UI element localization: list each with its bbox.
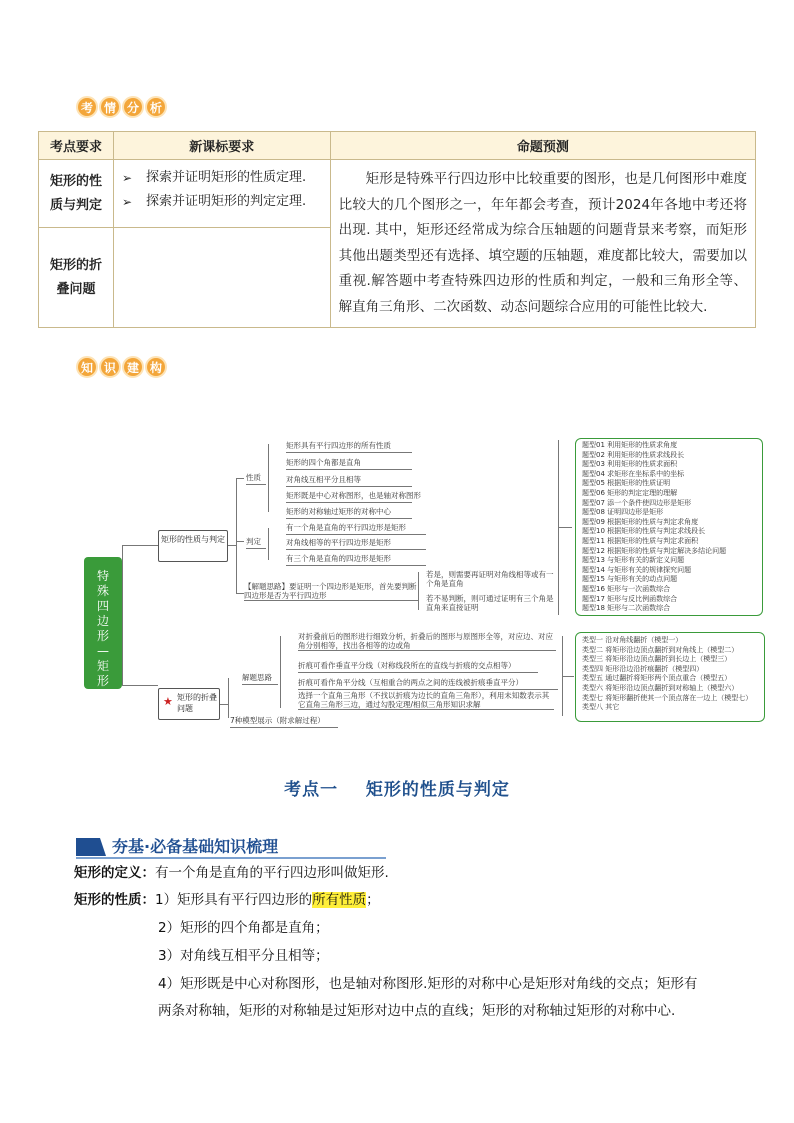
- star-icon: ★: [163, 695, 173, 708]
- prop-item: 矩形具有平行四边形的所有性质: [286, 440, 412, 453]
- label-solve: 解题思路: [242, 672, 278, 685]
- col-header-prediction: 命题预测: [330, 132, 755, 160]
- prop-item: 矩形的对称轴过矩形的对称中心: [286, 506, 412, 519]
- prop-item: 对角线互相平分且相等: [286, 474, 412, 487]
- tip-a: 若是，则需要再证明对角线相等或有一个角是直角: [426, 570, 554, 588]
- highlighted-text: 所有性质: [312, 892, 367, 908]
- prop-item: 矩形的四个角都是直角: [286, 457, 412, 470]
- property-label: 矩形的性质：: [74, 892, 155, 908]
- knowledge-build-badge: [76, 356, 167, 382]
- badge-char: 建: [122, 356, 144, 378]
- badge-char: 分: [122, 96, 144, 118]
- prediction-text: 矩形是特殊平行四边形中比较重要的图形，也是几何图形中难度比较大的几个图形之一，年年都会考查，预计2024年各地中考还将出现. 其中，矩形还经常成为综合压轴题的问题背景来考察，而矩形其他出题类型还有选择、填空题的压轴题，难度都比较大，需要加以重视.解答题中考查特殊四边形的性质和判定，一般和三角形全等、解直角三角形、二次函数、动态问题综合应用的可能性比较大.: [330, 160, 755, 328]
- table-header-row: [39, 132, 756, 160]
- definition-line: [74, 858, 389, 888]
- node-folding: ★ 矩形的折叠问题: [158, 688, 220, 720]
- table-row: [39, 160, 756, 228]
- property-line-1: 矩形的性质：1）矩形具有平行四边形的所有性质；: [74, 892, 380, 908]
- banner-text: 夯基·必备基础知识梳理: [112, 837, 279, 856]
- node-props-judge: 矩形的性质与判定: [158, 530, 228, 562]
- solve-item: 折痕可看作角平分线（互相重合的两点之间的连线被折痕垂直平分）: [298, 677, 558, 690]
- solve-item: 对折叠前后的图形进行细致分析，折叠后的图形与原图形全等，对应边、对应角分别相等，找出各相等的边或角: [298, 632, 556, 651]
- standard-item: ➢ 探索并证明矩形的性质定理.: [120, 166, 330, 190]
- folding-type-group: 类型一 沿对角线翻折（模型一） 类型二 将矩形沿边顶点翻折到对角线上（模型二） 类型三 将矩形沿边顶点翻折到长边上（模型三） 类型四 矩形沿边沿折痕翻折（模型四） 类型五 通过翻折将矩形两个顶点重合（模型五） 类型六 将矩形沿边顶点翻折到对称轴上（模型六） 类型七 将矩形翻折使其一个顶点落在一边上（模型七） 类型八 其它: [575, 632, 765, 722]
- sub-banner: [76, 834, 386, 858]
- topic-rect-props: 矩形的性质与判定: [39, 160, 114, 228]
- property-line-4b: 两条对称轴，矩形的对称轴是过矩形对边中点的直线；矩形的对称轴过矩形的对称中心.: [158, 1003, 676, 1019]
- solve-item: 折痕可看作垂直平分线（对称线段所在的直线与折痕的交点相等）: [298, 660, 538, 673]
- label-models: 7种模型展示（附求解过程）: [230, 715, 338, 728]
- definition-text: 有一个角是直角的平行四边形叫做矩形.: [155, 865, 389, 881]
- exam-requirement-table: [38, 131, 756, 328]
- mindmap-root: 特殊四边形—矩形: [84, 557, 122, 689]
- standard-item: ➢ 探索并证明矩形的判定定理.: [120, 190, 330, 214]
- badge-char: 知: [76, 356, 98, 378]
- tip-b: 若不易判断，则可通过证明有三个角是直角来直接证明: [426, 594, 554, 612]
- property-line-2: 2）矩形的四个角都是直角；: [158, 920, 329, 936]
- topic-rect-folding: 矩形的折叠问题: [39, 228, 114, 328]
- definition-label: 矩形的定义：: [74, 865, 155, 881]
- badge-char: 识: [99, 356, 121, 378]
- property-line-3: 3）对角线互相平分且相等；: [158, 948, 329, 964]
- solve-item: 选择一个直角三角形（不找以折痕为边长的直角三角形），利用未知数表示其它直角三角形三边，通过勾股定理/相似三角形知识求解: [298, 691, 554, 710]
- section-title: 考点一 矩形的性质与判定: [284, 780, 510, 800]
- badge-char: 构: [145, 356, 167, 378]
- label-judgement: 判定: [246, 536, 266, 549]
- tip-text: 【解题思路】要证明一个四边形是矩形，首先要判断四边形是否为平行四边形: [244, 582, 419, 601]
- label-properties: 性质: [246, 472, 266, 485]
- empty-cell: [113, 228, 330, 328]
- judge-item: 有一个角是直角的平行四边形是矩形: [286, 522, 426, 535]
- badge-char: 情: [99, 96, 121, 118]
- badge-char: 析: [145, 96, 167, 118]
- prop-item: 矩形既是中心对称图形，也是轴对称图形: [286, 490, 412, 503]
- col-header-standard: 新课标要求: [113, 132, 330, 160]
- judge-item: 有三个角是直角的四边形是矩形: [286, 553, 426, 566]
- badge-char: 考: [76, 96, 98, 118]
- exam-analysis-badge: [76, 96, 167, 122]
- banner-bar: [76, 838, 106, 856]
- standard-list-cell: [113, 160, 330, 228]
- question-type-group: 题型01 利用矩形的性质求角度 题型02 利用矩形的性质求线段长 题型03 利用矩形的性质求面积 题型04 求矩形在坐标系中的坐标 题型05 根据矩形的性质证明 题型06 矩形的判定定理的理解 题型07 添一个条件使四边形是矩形 题型08 证明四边形是矩形 题型09 根据矩形的性质与判定求角度 题型10 根据矩形的性质与判定求线段长 题型11 根据矩形的性质与判定求面积 题型12 根据矩形的性质与判定解决多结论问题 题型13 与矩形有关的新定义问题 题型14 与矩形有关的规律探究问题 题型15 与矩形有关的动点问题 题型16 矩形与一次函数综合 题型17 矩形与反比例函数综合 题型18 矩形与二次函数综合: [575, 438, 763, 616]
- col-header-requirement: 考点要求: [39, 132, 114, 160]
- property-line-4a: 4）矩形既是中心对称图形，也是轴对称图形.矩形的对称中心是矩形对角线的交点；矩形有: [158, 976, 698, 992]
- judge-item: 对角线相等的平行四边形是矩形: [286, 537, 426, 550]
